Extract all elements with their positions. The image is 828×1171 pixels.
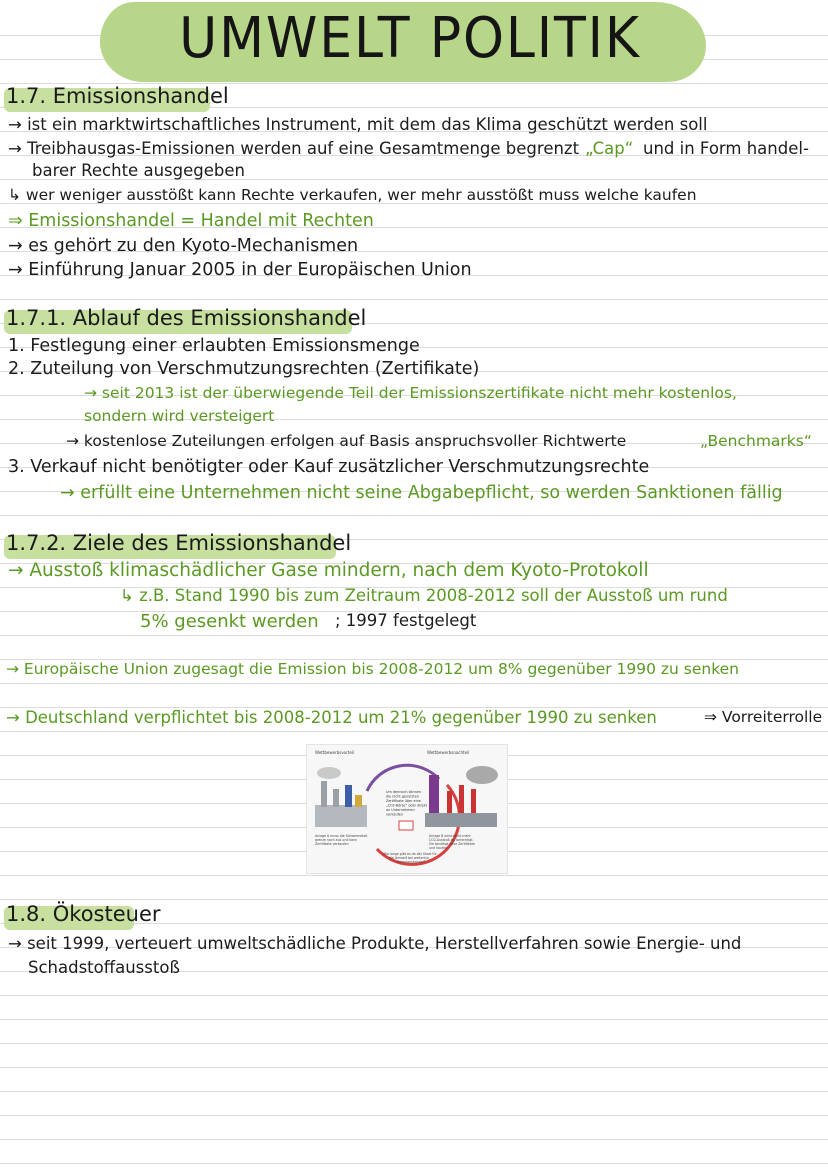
text-line: 2. Zuteilung von Verschmutzungsrechten (Zertifikate) xyxy=(8,359,480,379)
right-label: Wettbewerbsnachteil xyxy=(427,750,470,755)
text-line: → Ausstoß klimaschädlicher Gase mindern, nach dem Kyoto-Protokoll xyxy=(8,560,649,581)
text-line: 3. Verkauf nicht benötigter oder Kauf zusätzlicher Verschmutzungsrechte xyxy=(8,457,650,477)
text-line: → Einführung Januar 2005 in der Europäischen Union xyxy=(8,260,472,280)
text-line: ; 1997 festgelegt xyxy=(335,611,477,630)
emissions-trading-figure xyxy=(306,744,508,874)
text-line: → erfüllt eine Unternehmen nicht seine Abgabepflicht, so werden Sanktionen fällig xyxy=(60,483,783,503)
text-line: → ist ein marktwirtschaftliches Instrument, mit dem das Klima geschützt werden soll xyxy=(8,115,708,134)
text-line: → seit 2013 ist der überwiegende Teil der Emissionszertifikate nicht mehr kostenlos, xyxy=(84,384,737,402)
center-text: Um dennoch können die nicht genutzten Zertifikate über eine „CO2-Börse“ oder direkt an Unternehmen verkaufen xyxy=(386,790,427,817)
text-line: → es gehört zu den Kyoto-Mechanismen xyxy=(8,236,359,256)
emissions-diagram xyxy=(307,745,507,873)
left-label: Wettbewerbsvorteil xyxy=(315,750,355,755)
left-factory-icon xyxy=(315,767,367,827)
right-factory-icon xyxy=(425,766,498,827)
heading-1-8: 1.8. Ökosteuer xyxy=(6,902,161,926)
left-caption: Anlage A muss die Schwermetall- grenze noch aus und kann Zertifikate verkaufen xyxy=(315,834,369,846)
text-line: 5% gesenkt werden xyxy=(140,611,319,632)
bottom-caption: Wie lange gibt es da der Staat für die Umwelt bei weiterhin Emissionshandel? xyxy=(383,852,437,864)
text-line: 1. Festlegung einer erlaubten Emissionsmenge xyxy=(8,336,420,356)
cap-term: „Cap“ xyxy=(585,139,634,158)
text-line: → Deutschland verpflichtet bis 2008-2012 um 21% gegenüber 1990 zu senken xyxy=(6,708,657,727)
page-title: UMWELT POLITIK xyxy=(179,6,641,71)
text-line: → kostenlose Zuteilungen erfolgen auf Basis anspruchsvoller Richtwerte xyxy=(66,432,627,450)
definition-line: ⇒ Emissionshandel = Handel mit Rechten xyxy=(8,211,374,231)
heading-1-7-1: 1.7.1. Ablauf des Emissionshandel xyxy=(6,306,367,330)
text-line: ⇒ Vorreiterrolle xyxy=(704,708,823,726)
text-line: barer Rechte ausgegeben xyxy=(32,161,245,180)
text-line: sondern wird versteigert xyxy=(84,407,275,425)
text-line: → seit 1999, verteuert umweltschädliche Produkte, Herstellverfahren sowie Energie- und xyxy=(8,934,742,953)
purple-arrow xyxy=(367,765,439,791)
text-line: ↳ wer weniger ausstößt kann Rechte verkaufen, wer mehr ausstößt muss welche kaufen xyxy=(8,186,697,204)
text-line: → Treibhausgas-Emissionen werden auf eine Gesamtmenge begrenzt xyxy=(8,139,580,158)
right-caption: Anlage B verursacht mehr CO2-Ausstoß als berechtigt. Sie benötigt neue Zertifikate und kaufen xyxy=(429,834,475,850)
text-line: ↳ z.B. Stand 1990 bis zum Zeitraum 2008-2012 soll der Ausstoß um rund xyxy=(120,586,728,605)
heading-1-7: 1.7. Emissionshandel xyxy=(6,84,229,108)
text-line: → Europäische Union zugesagt die Emission bis 2008-2012 um 8% gegenüber 1990 zu senken xyxy=(6,660,740,678)
text-line: Schadstoffausstoß xyxy=(28,958,180,977)
heading-1-7-2: 1.7.2. Ziele des Emissionshandel xyxy=(6,531,352,555)
certificate-icon xyxy=(399,821,413,830)
benchmarks-term: „Benchmarks“ xyxy=(700,432,812,450)
text-line: und in Form handel- xyxy=(643,139,809,158)
